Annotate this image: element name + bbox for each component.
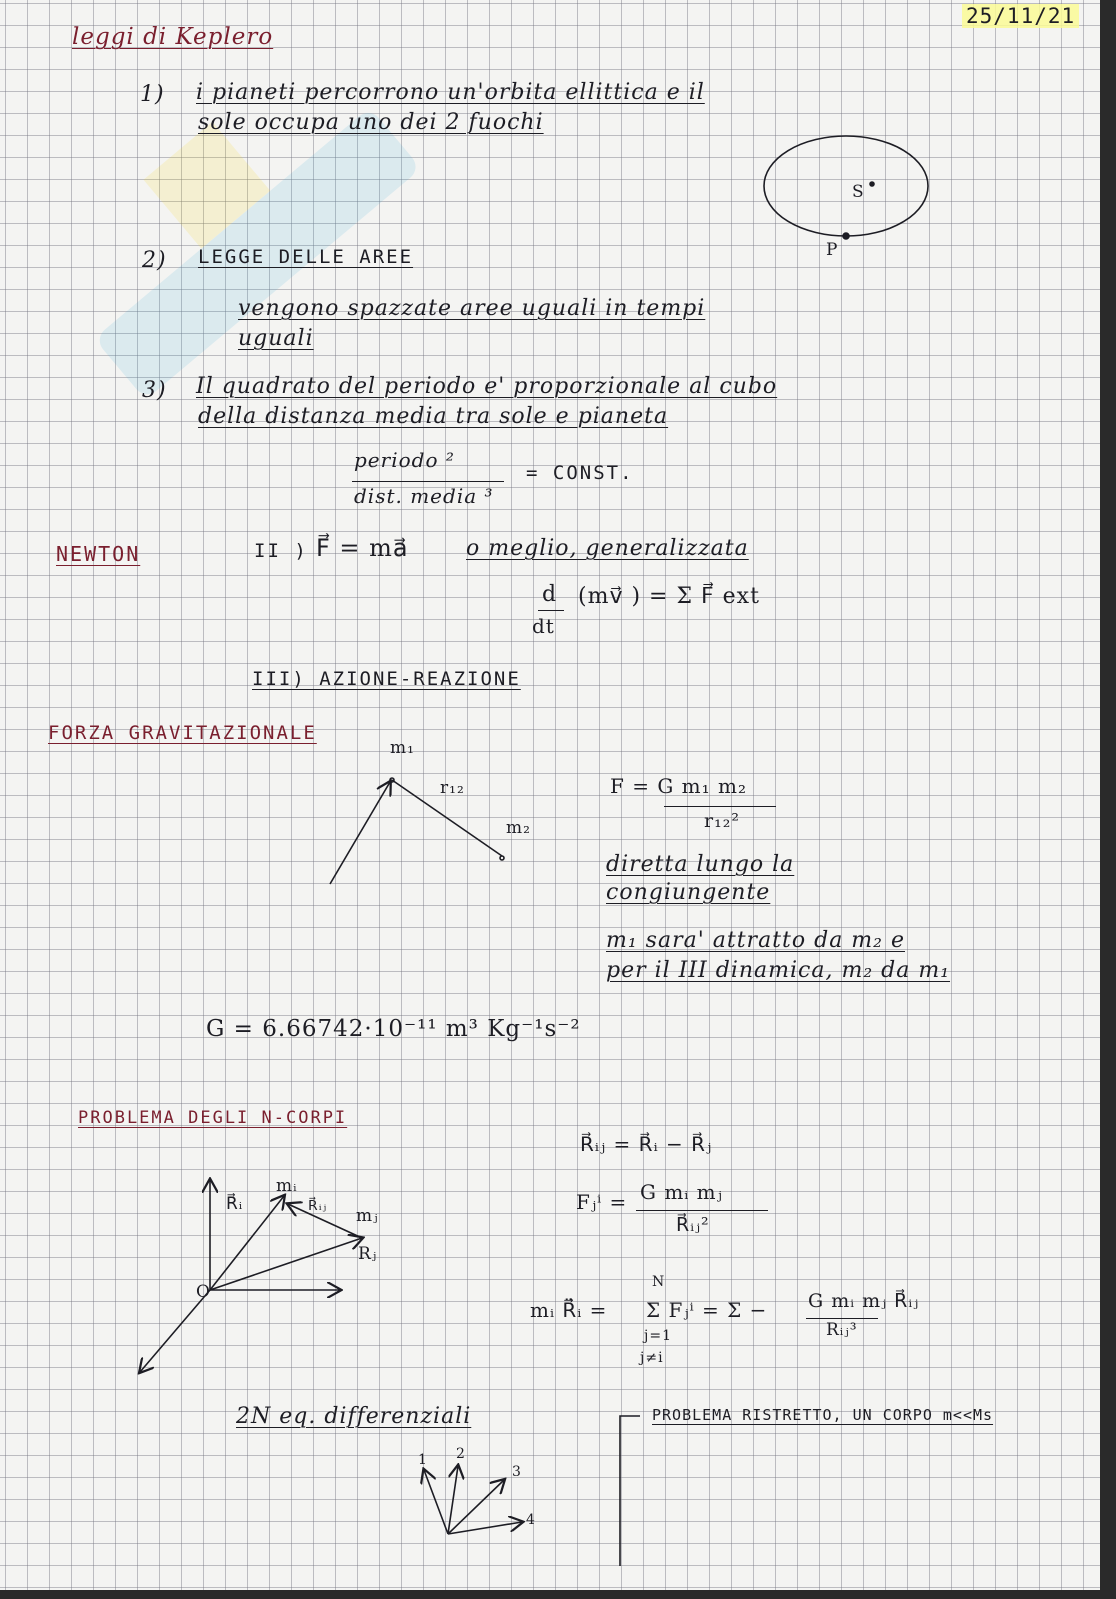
gravity-note4: per il III dinamica, m₂ da m₁	[606, 958, 951, 983]
kepler-law1-number: 1)	[140, 82, 165, 107]
newton-law3: III) AZIONE-REAZIONE	[252, 668, 521, 690]
newton-law2-note: o meglio, generalizzata	[466, 536, 749, 561]
ncorpi-eq3-lhs: mᵢ R⃗̈ᵢ =	[530, 1298, 608, 1322]
gravity-formula-denominator: r₁₂²	[704, 810, 740, 832]
gravity-m2-dot	[500, 856, 504, 860]
kepler-law2-line1: vengono spazzate aree uguali in tempi	[238, 296, 706, 321]
ncorpi-mj-label: mⱼ	[356, 1206, 379, 1226]
kepler-law1-line1: i pianeti percorrono un'orbita ellittica e il	[196, 80, 705, 105]
ncorpi-eq2-lhs: Fⱼⁱ =	[576, 1190, 628, 1214]
kepler-law2-line2: uguali	[238, 326, 314, 351]
gravity-note1: diretta lungo la	[606, 852, 795, 877]
kepler-law3-number: 3)	[142, 378, 167, 403]
ncorpi-vector-Rij	[288, 1204, 362, 1238]
gravity-m1-label: m₁	[390, 738, 415, 758]
date-label: 25/11/21	[962, 4, 1079, 28]
ncorpi-Rij-label: R⃗ᵢⱼ	[308, 1198, 328, 1214]
kepler-law3-line1: Il quadrato del periodo e' proporzionale al cubo	[196, 374, 778, 399]
ncorpi-heading: PROBLEMA DEGLI N-CORPI	[78, 1108, 348, 1128]
gravity-note3: m₁ sara' attratto da m₂ e	[606, 928, 905, 953]
gravity-heading: FORZA GRAVITAZIONALE	[48, 722, 317, 744]
gravity-m2-label: m₂	[506, 818, 531, 838]
ncorpi-eq3-sum-bottom1: j=1	[644, 1328, 672, 1344]
axis-label-1: 1	[418, 1452, 428, 1468]
ncorpi-diff-equations: 2N eq. differenziali	[236, 1404, 472, 1429]
newton-gen-dt: dt	[532, 614, 555, 638]
ncorpi-axis-x	[140, 1290, 210, 1372]
axis-label-4: 4	[526, 1512, 536, 1528]
ncorpi-eq3-numerator: G mᵢ mⱼ R⃗ᵢⱼ	[808, 1290, 920, 1312]
ncorpi-eq3-sum-middle: Σ Fⱼⁱ = Σ −	[646, 1298, 768, 1322]
ncorpi-origin-label: O	[196, 1282, 211, 1302]
ncorpi-eq2-numerator: G mᵢ mⱼ	[640, 1180, 723, 1204]
orbit-point-dot	[843, 233, 849, 239]
orbit-focus-dot	[870, 182, 874, 186]
kepler-law3-denominator: dist. media ³	[354, 484, 494, 508]
gravity-r12-line	[392, 780, 502, 856]
gravity-formula-numerator: F = G m₁ m₂	[610, 774, 748, 798]
restricted-bracket	[620, 1416, 640, 1566]
kepler-law3-line2: della distanza media tra sole e pianeta	[198, 404, 669, 429]
orbit-point-label: P	[826, 240, 839, 260]
gravity-vector-line	[330, 782, 390, 884]
page-title: leggi di Keplero	[72, 24, 274, 50]
ncorpi-vector-Rj	[210, 1238, 362, 1290]
orbit-focus-label: S	[852, 182, 865, 202]
ncorpi-vector-Ri	[210, 1196, 284, 1290]
ncorpi-mi-label: mᵢ	[276, 1176, 298, 1196]
ncorpi-eq2-denominator: R⃗ᵢⱼ²	[676, 1214, 710, 1236]
newton-gen-d: d	[542, 582, 558, 607]
kepler-law1-line2: sole occupa uno dei 2 fuochi	[198, 110, 544, 135]
ncorpi-eq1: R⃗ᵢⱼ = R⃗ᵢ − R⃗ⱼ	[580, 1132, 713, 1156]
kepler-law3-rhs: = CONST.	[526, 462, 634, 484]
kepler-law2-number: 2)	[142, 248, 167, 273]
kepler-law3-numerator: periodo ²	[354, 448, 455, 472]
axis-label-2: 2	[456, 1446, 466, 1462]
small-vector-2	[448, 1466, 458, 1534]
small-vector-1	[424, 1470, 448, 1534]
gravity-constant: G = 6.66742·10⁻¹¹ m³ Kg⁻¹s⁻²	[206, 1016, 581, 1042]
kepler-law2-title: LEGGE DELLE AREE	[198, 246, 414, 268]
ncorpi-restricted-problem: PROBLEMA RISTRETTO, UN CORPO m<<Ms	[652, 1406, 994, 1424]
ncorpi-eq3-sum-top: N	[652, 1274, 666, 1290]
ncorpi-eq3-denominator: Rᵢⱼ³	[826, 1320, 858, 1340]
gravity-r12-label: r₁₂	[440, 778, 465, 798]
newton-gen-rhs: (mv⃗ ) = Σ F⃗ ext	[578, 584, 760, 609]
ncorpi-Ri-label: R⃗ᵢ	[226, 1194, 244, 1214]
gravity-note2: congiungente	[606, 880, 771, 905]
newton-law2-formula: F⃗ = ma⃗	[316, 534, 409, 562]
axis-label-3: 3	[512, 1464, 522, 1480]
newton-heading: NEWTON	[56, 542, 141, 566]
ncorpi-eq3-sum-bottom2: j≠i	[640, 1350, 664, 1366]
orbit-ellipse	[764, 136, 928, 236]
newton-law2-number: II )	[254, 540, 308, 562]
ncorpi-Rj-label: Rⱼ	[358, 1244, 378, 1264]
